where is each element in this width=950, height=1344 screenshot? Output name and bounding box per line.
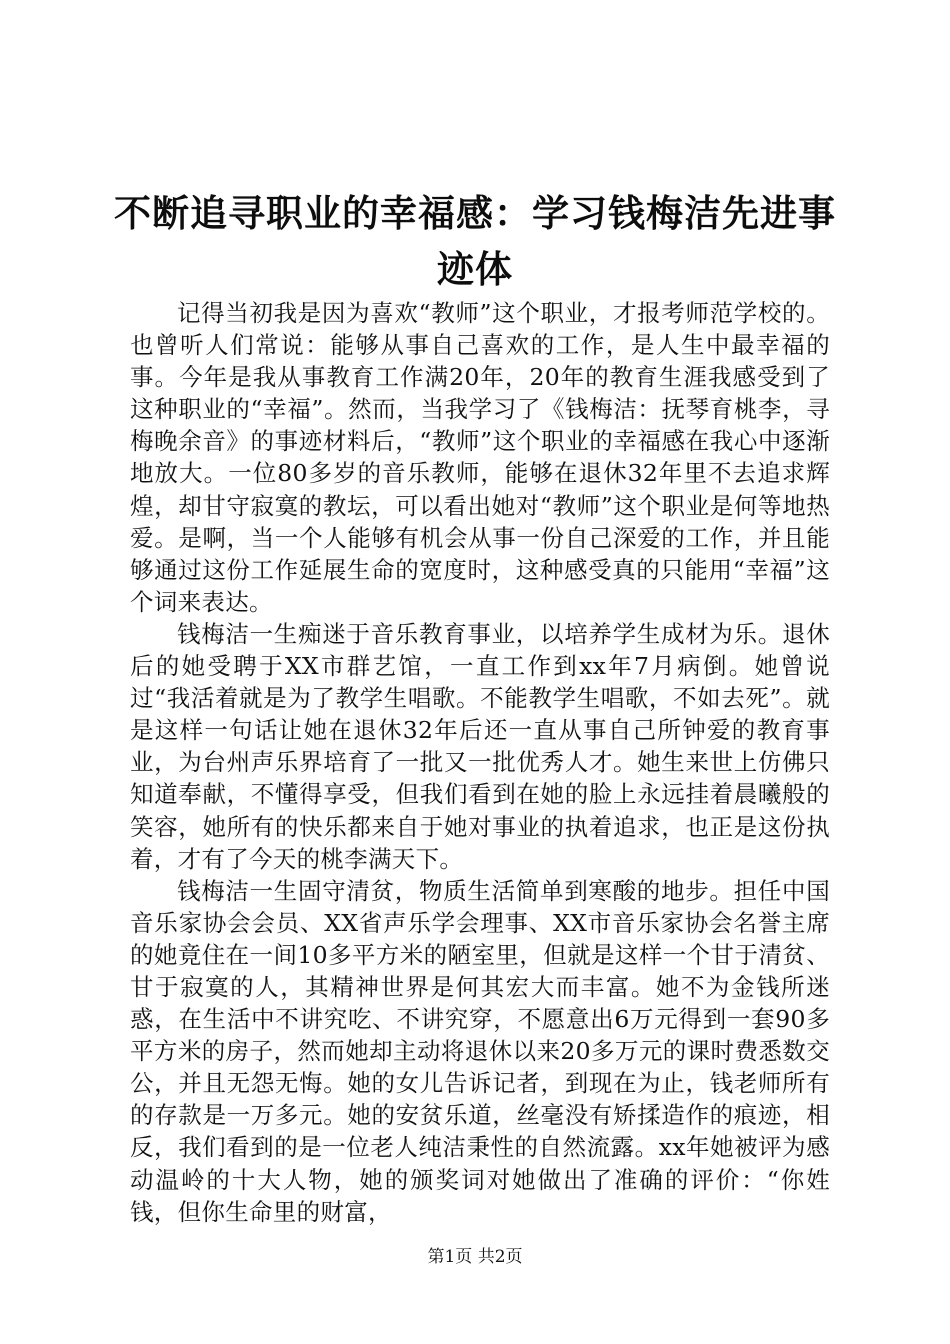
paragraph-3: 钱梅洁一生固守清贫，物质生活简单到寒酸的地步。担任中国音乐家协会会员、XX省声乐学会理事、XX市音乐家协会名誉主席的她竟住在一间10多平方米的陋室里，但就是这样一个甘于清贫、甘于寂寞的人，其精神世界是何其宏大而丰富。她不为金钱所迷惑，在生活中不讲究吃、不讲究穿，不愿意出6万元得到一套90多平方米的房子，然而她却主动将退休以来20多万元的课时费悉数交公，并且无怨无悔。她的女儿告诉记者，到现在为止，钱老师所有的存款是一万多元。她的安贫乐道，丝毫没有矫揉造作的痕迹，相反，我们看到的是一位老人纯洁秉性的自然流露。xx年她被评为感动温岭的十大人物，她的颁奖词对她做出了准确的评价：“你姓钱，但你生命里的财富，: [130, 876, 830, 1226]
page-number-footer: 第1页 共2页: [427, 1247, 523, 1267]
document-body: [130, 297, 830, 1228]
paragraph-1: 记得当初我是因为喜欢“教师”这个职业，才报考师范学校的。也曾听人们常说：能够从事自己喜欢的工作，是人生中最幸福的事。今年是我从事教育工作满20年，20年的教育生涯我感受到了这种职业的“幸福”。然而，当我学习了《钱梅洁：抚琴育桃李，寻梅晚余音》的事迹材料后，“教师”这个职业的幸福感在我心中逐渐地放大。一位80多岁的音乐教师，能够在退休32年里不去追求辉煌，却甘守寂寞的教坛，可以看出她对“教师”这个职业是何等地热爱。是啊，当一个人能够有机会从事一份自己深爱的工作，并且能够通过这份工作延展生命的宽度时，这种感受真的只能用“幸福”这个词来表达。: [130, 299, 830, 616]
document-title: 不断追寻职业的幸福感：学习钱梅洁先进事迹体: [114, 191, 836, 291]
paragraph-2: 钱梅洁一生痴迷于音乐教育事业，以培养学生成材为乐。退休后的她受聘于XX市群艺馆，一直工作到xx年7月病倒。她曾说过“我活着就是为了教学生唱歌。不能教学生唱歌，不如去死”。就是这样一句话让她在退休32年后还一直从事自己所钟爱的教育事业，为台州声乐界培育了一批又一批优秀人才。她生来世上仿佛只知道奉献，不懂得享受，但我们看到在她的脸上永远挂着晨曦般的笑容，她所有的快乐都来自于她对事业的执着追求，也正是这份执着，才有了今天的桃李满天下。: [130, 619, 830, 873]
